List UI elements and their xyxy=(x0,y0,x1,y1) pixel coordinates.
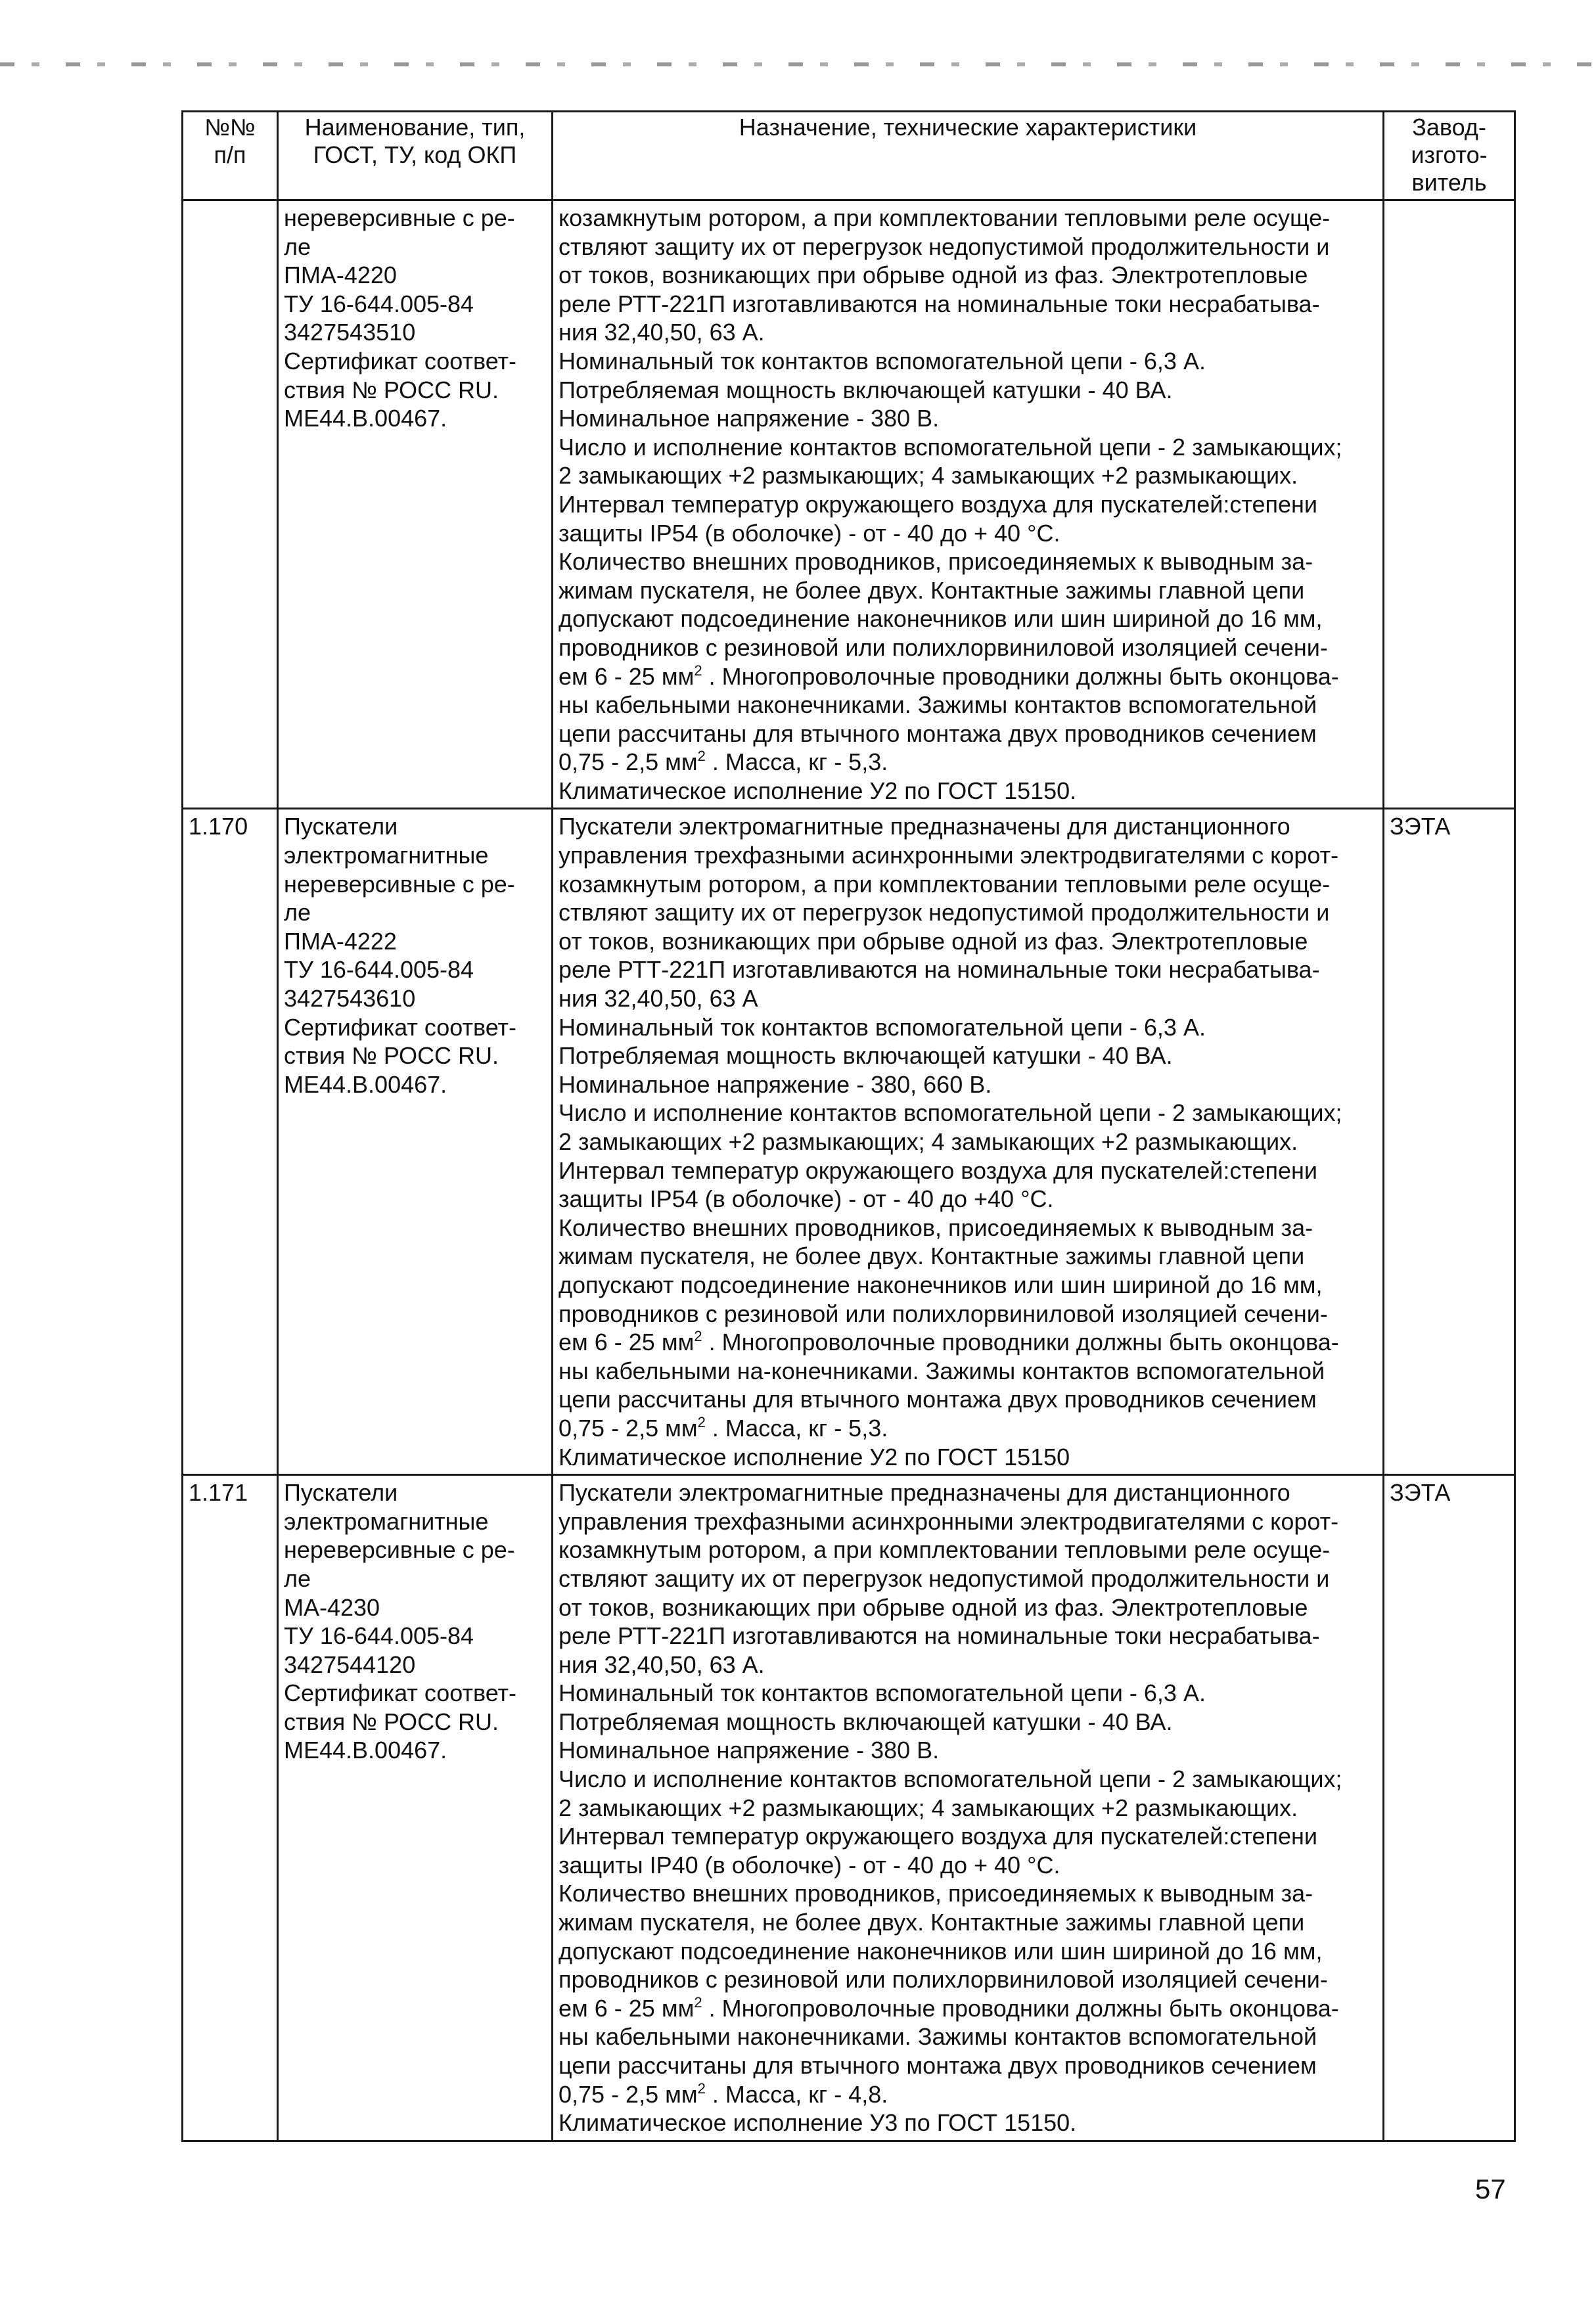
row-number xyxy=(183,200,278,809)
row-manufacturer xyxy=(1384,200,1515,809)
text-line: Интервал температур окружающего воздуха для пускателей:степени xyxy=(559,490,1317,518)
text-line: цепи рассчитаны для втычного монтажа двух проводников сечением xyxy=(559,2052,1317,2079)
text-line: электромагнитные xyxy=(284,842,489,869)
text-line: Пускатели электромагнитные предназначены для дистанционного xyxy=(559,813,1290,840)
text-line: Климатическое исполнение У2 по ГОСТ 15150 xyxy=(559,1443,1070,1470)
text-line: ствия № РОСС RU. xyxy=(284,1042,499,1070)
text-line: 2 замыкающих +2 размыкающих; 4 замыкающих +2 размыкающих. xyxy=(559,1128,1298,1155)
text-line: допускают подсоединение наконечников или шин шириной до 16 мм, xyxy=(559,605,1323,633)
text-line: Потребляемая мощность включающей катушки - 40 ВА. xyxy=(559,376,1173,403)
text-line: Номинальное напряжение - 380 В. xyxy=(559,405,940,432)
text-line: Климатическое исполнение У2 по ГОСТ 15150. xyxy=(559,777,1077,804)
scan-artifact-line xyxy=(0,62,1596,66)
row-name xyxy=(278,200,553,809)
text-line: от токов, возникающих при обрыве одной из фаз. Электротепловые xyxy=(559,927,1308,955)
header-description xyxy=(553,112,1384,200)
text-line: реле РТТ-221П изготавливаются на номинальные токи несрабатыва- xyxy=(559,956,1320,984)
row-description xyxy=(553,200,1384,809)
text-line: управления трехфазными асинхронными электродвигателями с корот- xyxy=(559,842,1339,869)
text-line: Потребляемая мощность включающей катушки - 40 ВА. xyxy=(559,1042,1173,1070)
text-line: Номинальный ток контактов вспомогательной цепи - 6,3 А. xyxy=(559,347,1206,375)
text-line: жимам пускателя, не более двух. Контактные зажимы главной цепи xyxy=(559,1909,1305,1936)
text-line: ТУ 16-644.005-84 xyxy=(284,290,474,317)
table-row xyxy=(183,200,1515,809)
text-line: жимам пускателя, не более двух. Контактные зажимы главной цепи xyxy=(559,1242,1305,1270)
text-line: от токов, возникающих при обрыве одной из фаз. Электротепловые xyxy=(559,262,1308,289)
text-line: управления трехфазными асинхронными электродвигателями с корот- xyxy=(559,1507,1339,1535)
text-line: козамкнутым ротором, а при комплектовании тепловыми реле осуще- xyxy=(559,1536,1331,1564)
text-line: нереверсивные с ре- xyxy=(284,204,515,231)
text-line: ПМА-4220 xyxy=(284,262,397,289)
text-line: 0,75 - 2,5 $мм^2$ . Масса, кг - 5,3. xyxy=(559,748,888,776)
row-name xyxy=(278,1475,553,2141)
text-line: ния 32,40,50, 63 А. xyxy=(559,1651,765,1678)
text-line: Число и исполнение контактов вспомогательной цепи - 2 замыкающих; xyxy=(559,1766,1342,1793)
text-line: Интервал температур окружающего воздуха для пускателей:степени xyxy=(559,1156,1317,1184)
text-line: ем 6 - 25 $мм^2$ . Многопроволочные проводники должны быть оконцова- xyxy=(559,662,1339,690)
table-header-row xyxy=(183,112,1515,200)
text-line: ния 32,40,50, 63 А xyxy=(559,985,758,1013)
text-line: Пускатели электромагнитные предназначены для дистанционного xyxy=(559,1479,1290,1507)
text-line: Количество внешних проводников, присоединяемых к выводным за- xyxy=(559,1214,1313,1241)
text-line: ствляют защиту их от перегрузок недопустимой продолжительности и xyxy=(559,233,1330,260)
text-line: ния 32,40,50, 63 А. xyxy=(559,319,765,346)
text-line: ствляют защиту их от перегрузок недопустимой продолжительности и xyxy=(559,899,1330,926)
text-line: 2 замыкающих +2 размыкающих; 4 замыкающих +2 размыкающих. xyxy=(559,1794,1298,1821)
text-line: ле xyxy=(284,233,311,260)
header-number xyxy=(183,112,278,200)
text-line: №№ xyxy=(204,114,256,141)
text-line: Наименование, тип, xyxy=(304,114,526,141)
text-line: МЕ44.В.00467. xyxy=(284,1070,447,1098)
text-line: 3427544120 xyxy=(284,1651,416,1678)
text-line: Номинальное напряжение - 380, 660 В. xyxy=(559,1070,992,1098)
text-line: Количество внешних проводников, присоединяемых к выводным за- xyxy=(559,548,1313,576)
text-line: ем 6 - 25 $мм^2$ . Многопроволочные проводники должны быть оконцова- xyxy=(559,1328,1339,1356)
text-line: козамкнутым ротором, а при комплектовании тепловыми реле осуще- xyxy=(559,870,1331,898)
text-line: защиты IP54 (в оболочке) - от - 40 до + 40 °С. xyxy=(559,519,1060,547)
header-manufacturer xyxy=(1384,112,1515,200)
text-line: Назначение, технические характеристики xyxy=(739,114,1197,141)
text-line: проводников с резиновой или полихлорвиниловой изоляцией сечени- xyxy=(559,1966,1328,1993)
text-line: электромагнитные xyxy=(284,1507,489,1535)
row-manufacturer: ЗЭТА xyxy=(1384,809,1515,1475)
text-line: ствия № РОСС RU. xyxy=(284,376,499,403)
text-line: нереверсивные с ре- xyxy=(284,1536,515,1564)
row-description xyxy=(553,809,1384,1475)
text-line: ны кабельными наконечниками. Зажимы контактов вспомогательной xyxy=(559,691,1317,719)
text-line: ны кабельными наконечниками. Зажимы контактов вспомогательной xyxy=(559,2023,1317,2051)
text-line: цепи рассчитаны для втычного монтажа двух проводников сечением xyxy=(559,719,1317,747)
text-line: Пускатели xyxy=(284,1479,398,1507)
text-line: п/п xyxy=(214,141,246,168)
row-description xyxy=(553,1475,1384,2141)
text-line: Номинальный ток контактов вспомогательной цепи - 6,3 А. xyxy=(559,1679,1206,1707)
text-line: ствия № РОСС RU. xyxy=(284,1708,499,1735)
text-line: цепи рассчитаны для втычного монтажа двух проводников сечением xyxy=(559,1386,1317,1413)
specification-table xyxy=(181,110,1516,2142)
text-line: Пускатели xyxy=(284,813,398,840)
text-line: проводников с резиновой или полихлорвиниловой изоляцией сечени- xyxy=(559,1300,1328,1327)
text-line: витель xyxy=(1411,169,1487,196)
text-line: МЕ44.В.00467. xyxy=(284,1737,447,1764)
table-row xyxy=(183,809,1515,1475)
text-line: Сертификат соответ- xyxy=(284,1679,517,1707)
text-line: Номинальное напряжение - 380 В. xyxy=(559,1737,940,1764)
text-line: ствляют защиту их от перегрузок недопустимой продолжительности и xyxy=(559,1564,1330,1592)
text-line: МЕ44.В.00467. xyxy=(284,405,447,432)
text-line: Сертификат соответ- xyxy=(284,347,517,375)
text-line: защиты IP40 (в оболочке) - от - 40 до + 40 °С. xyxy=(559,1851,1060,1879)
text-line: от токов, возникающих при обрыве одной из фаз. Электротепловые xyxy=(559,1593,1308,1621)
text-line: Сертификат соответ- xyxy=(284,1013,517,1041)
text-line: ТУ 16-644.005-84 xyxy=(284,1622,474,1650)
row-number: 1.171 xyxy=(183,1475,278,2141)
text-line: нереверсивные с ре- xyxy=(284,870,515,898)
text-line: Завод- xyxy=(1412,114,1486,141)
text-line: реле РТТ-221П изготавливаются на номинальные токи несрабатыва- xyxy=(559,290,1320,317)
text-line: Число и исполнение контактов вспомогательной цепи - 2 замыкающих; xyxy=(559,433,1342,461)
text-line: ны кабельными на-конечниками. Зажимы контактов вспомогательной xyxy=(559,1357,1325,1384)
text-line: ПМА-4222 xyxy=(284,927,397,955)
text-line: защиты IP54 (в оболочке) - от - 40 до +40 °С. xyxy=(559,1185,1054,1213)
text-line: жимам пускателя, не более двух. Контактные зажимы главной цепи xyxy=(559,576,1305,604)
table-row xyxy=(183,1475,1515,2141)
text-line: допускают подсоединение наконечников или шин шириной до 16 мм, xyxy=(559,1271,1323,1298)
text-line: допускают подсоединение наконечников или шин шириной до 16 мм, xyxy=(559,1937,1323,1965)
text-line: 0,75 - 2,5 $мм^2$ . Масса, кг - 5,3. xyxy=(559,1413,888,1442)
text-line: Номинальный ток контактов вспомогательной цепи - 6,3 А. xyxy=(559,1013,1206,1041)
text-line: ГОСТ, ТУ, код ОКП xyxy=(313,141,517,168)
text-line: Климатическое исполнение У3 по ГОСТ 15150. xyxy=(559,2109,1077,2137)
text-line: Потребляемая мощность включающей катушки - 40 ВА. xyxy=(559,1708,1173,1735)
row-number: 1.170 xyxy=(183,809,278,1475)
text-line: МА-4230 xyxy=(284,1593,380,1621)
header-name xyxy=(278,112,553,200)
text-line: 0,75 - 2,5 $мм^2$ . Масса, кг - 4,8. xyxy=(559,2080,888,2108)
text-line: Количество внешних проводников, присоединяемых к выводным за- xyxy=(559,1880,1313,1907)
row-manufacturer: ЗЭТА xyxy=(1384,1475,1515,2141)
text-line: ТУ 16-644.005-84 xyxy=(284,956,474,984)
text-line: ле xyxy=(284,899,311,926)
text-line: Интервал температур окружающего воздуха для пускателей:степени xyxy=(559,1823,1317,1850)
text-line: козамкнутым ротором, а при комплектовании тепловыми реле осуще- xyxy=(559,204,1331,231)
text-line: Число и исполнение контактов вспомогательной цепи - 2 замыкающих; xyxy=(559,1099,1342,1127)
text-line: 3427543510 xyxy=(284,319,416,346)
text-line: изгото- xyxy=(1411,141,1488,168)
page-number: 57 xyxy=(1475,2174,1506,2204)
text-line: 2 замыкающих +2 размыкающих; 4 замыкающих +2 размыкающих. xyxy=(559,462,1298,490)
text-line: 3427543610 xyxy=(284,985,416,1013)
text-line: реле РТТ-221П изготавливаются на номинальные токи несрабатыва- xyxy=(559,1622,1320,1650)
text-line: ле xyxy=(284,1564,311,1592)
row-name xyxy=(278,809,553,1475)
text-line: ем 6 - 25 $мм^2$ . Многопроволочные проводники должны быть оконцова- xyxy=(559,1993,1339,2022)
text-line: проводников с резиновой или полихлорвиниловой изоляцией сечени- xyxy=(559,633,1328,661)
